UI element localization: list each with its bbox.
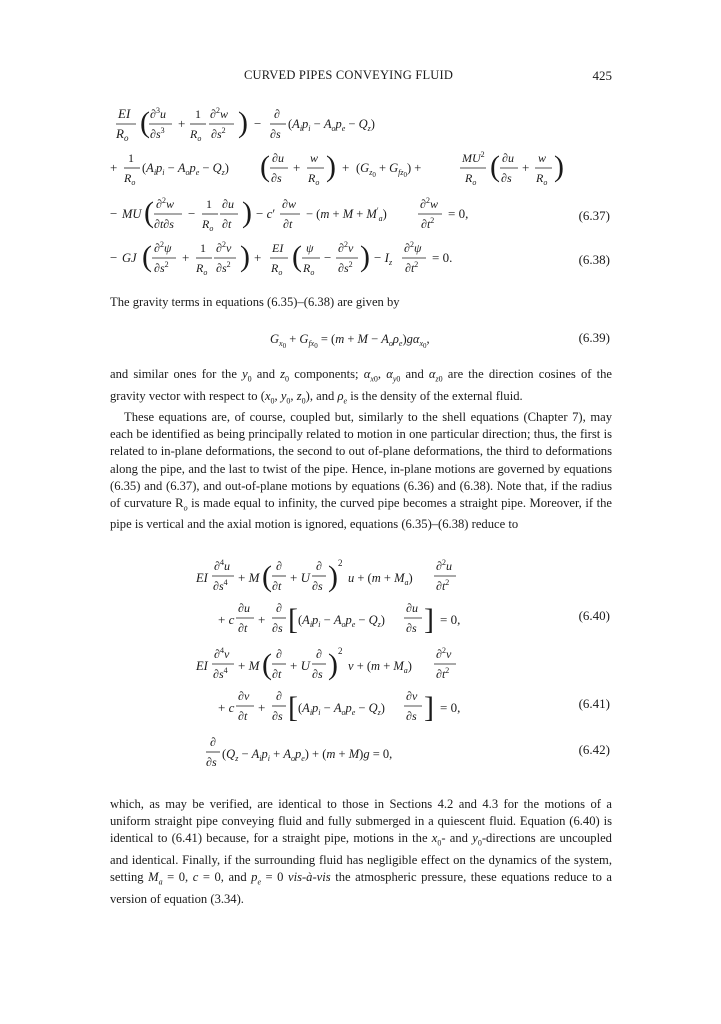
svg-text:(Aipi − Aope − Qz): $(A_ip_i - A_op_e - Q_z)$ [298, 613, 385, 629]
svg-text:∂t: ∂t [272, 579, 282, 593]
svg-text:∂t: ∂t [283, 217, 293, 231]
svg-text:∂s: ∂s [272, 709, 283, 723]
para3-segment: - and [441, 831, 473, 846]
svg-text:∂t2: $\partial t^2$ [421, 216, 435, 231]
svg-text:+ U: + U [290, 658, 310, 673]
svg-text:+: + [342, 160, 350, 175]
svg-text:(Gz0 + Gfz0) +: $(G_z0 + G_{fz}0)$ + [356, 161, 422, 179]
svg-text:ψ: ψ [306, 241, 314, 255]
page-number: 425 [592, 68, 612, 83]
svg-text:∂u: ∂u [238, 601, 250, 615]
para1-segment: , and [309, 388, 338, 403]
svg-text:MU: MU [122, 207, 142, 221]
svg-text:+: + [254, 250, 262, 265]
para1-segment: components; [289, 367, 364, 381]
svg-text:∂2u: ∂$^2$u [436, 558, 452, 573]
svg-text:∂s4: $\partial s^4$ [213, 666, 228, 681]
svg-text:∂t: ∂t [272, 667, 282, 681]
svg-text:−: − [110, 250, 118, 265]
svg-text:Ro: $R_o$ [303, 261, 315, 277]
equation-642 [110, 730, 610, 770]
svg-text:−: − [110, 206, 118, 221]
body-paragraph-1: and similar ones for the $y_0$ and $z_0$ components; $\alpha_{x0}$, $\alpha_{y0}$ and $\alpha_{z0}$ are the direction cosines of the gravity vector with respect to ($x_0$, $y_0$, $z_0$), and $\rho_e$ is the density of the external fluid. These equations are, of course, coupled but, similarly to the shell equations (Chapter 7), may each be identified as being principally related to motion in one particular direction; thus, the first is related to in-plane deformations, the second to out of-plane deformations, the third to deformations along the pipe, and the last to twist of the pipe. Hence, in-plane motions are governed by equations (6.35) and (6.37), and out-of-plane motions by equations (6.36) and (6.38). Note that, if the radius of curvature $R_o$ is made equal to infinity, the curved pipe becomes a straight pipe. Moreover, if the pipe is vertical and the axial motion is ignored, equations (6.35)–(6.38) reduce to [110, 367, 613, 532]
svg-text:∂s2: $\partial s^2$ [154, 260, 169, 275]
svg-text:(: ( [262, 648, 272, 681]
svg-text:(Aipi − Aope − Qz): $(A_ip_i - A_op_e - Q_z)$ [298, 701, 385, 717]
svg-text:): ) [238, 106, 248, 139]
svg-text:∂u: ∂u [272, 151, 284, 165]
svg-text:∂s: ∂s [271, 171, 282, 185]
svg-text:∂t2: $\partial t^2$ [436, 578, 450, 593]
svg-text:Ro: $R_o$ [271, 261, 283, 277]
svg-text:(: ( [262, 560, 272, 593]
svg-text:Ro: $R_o$ [536, 171, 548, 187]
svg-text:v + (m + Ma): $v + (m + M_a)$ [348, 659, 412, 675]
svg-text:∂s: ∂s [406, 709, 417, 723]
svg-text:+: + [258, 700, 266, 715]
svg-text:2: 2 [338, 558, 343, 568]
svg-text:∂v: ∂v [406, 689, 418, 703]
equation-639 [110, 326, 610, 352]
svg-text:∂s2: $\partial s^2$ [211, 126, 226, 141]
svg-text:(: ( [140, 106, 150, 139]
svg-text:+: + [293, 160, 301, 175]
svg-text:∂t: ∂t [222, 217, 232, 231]
svg-text:w: w [310, 151, 319, 165]
svg-text:∂4v: ∂$^4$v [214, 646, 230, 661]
svg-text:∂: ∂ [316, 647, 322, 661]
svg-text:+ U: + U [290, 570, 310, 585]
svg-text:1: 1 [206, 197, 212, 211]
svg-text:]: ] [424, 603, 434, 636]
para3-segment: , and [220, 869, 252, 884]
svg-text:+: + [258, 612, 266, 627]
running-title: CURVED PIPES CONVEYING FLUID [244, 68, 454, 82]
svg-text:Ro: $R_o$ [202, 217, 214, 233]
svg-text:): ) [328, 560, 338, 593]
para2-segment: These equations are, of course, coupled but, similarly to the shell equations (Chapter 7), may each be identified as being principally related to motion in one particular direction; thus, the first is related to in-plane deformations, the second to out of-plane deformations, the third to deformations along the pipe, and the last to twist of the pipe. Hence, in-plane motions are governed by equations (6.35) and (6.37), and out-of-plane motions by equations (6.36) and (6.38). Note that, if the radius of curvature R [110, 410, 612, 510]
svg-text:): ) [328, 648, 338, 681]
svg-text:+: + [178, 116, 186, 131]
svg-text:Ro: $R_o$ [196, 261, 208, 277]
svg-text:MU2: $MU^2$ [462, 150, 485, 165]
para3-segment: -directions are uncoupled and identical. Finally, if the surrounding fluid has negligible effect on the dynamics of the system, setting [110, 831, 612, 884]
equation-636-line1 [110, 100, 610, 144]
svg-text:+ M: + M [238, 658, 260, 673]
svg-text:+ M: + M [238, 570, 260, 585]
svg-text:(Qz − Aipi + Aope) + (m + M)g: $(Q_z - A_ip_i + A_op_e) + (m + M)g = 0$, [222, 747, 393, 763]
gravity-intro-text: The gravity terms in equations (6.35)–(6.38) are given by [110, 295, 400, 309]
svg-text:−: − [254, 116, 262, 131]
svg-text:∂t: ∂t [238, 621, 248, 635]
para2-segment: is made equal to infinity, the curved pipe becomes a straight pipe. Moreover, if the pipe is vertical and the axial motion is ignored, equations (6.35)–(6.38) reduce to [110, 495, 613, 532]
svg-text:(: ( [142, 240, 152, 273]
equation-637 [110, 190, 610, 234]
para1-segment: are the direction cosines of the gravity vector with respect to [110, 367, 613, 403]
svg-text:1: 1 [200, 241, 206, 255]
svg-text:[: [ [288, 691, 298, 724]
svg-text:∂s4: $\partial s^4$ [213, 578, 228, 593]
svg-text:− c′: − c′ [256, 206, 276, 221]
equation-636-line2 [110, 144, 610, 188]
svg-text:(Aipi − Aope − Qz): $(A_ip_i - A_op_e - Q_z)$ [288, 117, 375, 133]
svg-text:Ro: $R_o$ [308, 171, 320, 187]
svg-text:(: ( [490, 150, 500, 183]
svg-text:u + (m + Ma): $u + (m + M_a)$ [348, 571, 413, 587]
body-paragraph-3: which, as may be verified, are identical to those in Sections 4.2 and 4.3 for the motions of a uniform straight pipe conveying fluid and fully submerged in a quiescent fluid. Equation (6.40) is identical to (6.41) because, for a straight pipe, motions in the $x_0-$ and $y_0$-directions are uncoupled and identical. Finally, if the surrounding fluid has negligible effect on the dynamics of the system, setting $M_a = 0$, c = 0, and $p_e = 0$ vis-à-vis the atmospheric pressure, these equations reduce to a version of equation (3.34). [110, 797, 612, 906]
svg-text:∂s3: $\partial s^3$ [150, 126, 165, 141]
para1-segment: is the density of the external fluid. [347, 388, 523, 403]
svg-text:w: w [538, 151, 547, 165]
svg-text:∂2v: ∂$^2$v [436, 646, 452, 661]
svg-text:∂: ∂ [316, 559, 322, 573]
para3-segment: which, as may be verified, are identical to those in Sections 4.2 and 4.3 for the motions of a uniform straight pipe conveying fluid and fully submerged in a quiescent fluid. Equation (6.40) is identical to (6.41) because, for a straight pipe, motions in the [110, 797, 612, 846]
svg-text:− (m + M + M′a): − $(m + M + M'_a)$ [306, 206, 387, 223]
svg-text:∂v: ∂v [238, 689, 250, 703]
svg-text:): ) [554, 150, 564, 183]
svg-text:∂2w: ∂$^2$w [210, 106, 228, 121]
svg-text:∂t: ∂t [238, 709, 248, 723]
svg-text:1: 1 [195, 107, 201, 121]
svg-text:2: 2 [338, 646, 343, 656]
svg-text:EI: EI [118, 106, 131, 121]
svg-text:∂: ∂ [276, 601, 282, 615]
svg-text:∂4u: ∂$^4$u [214, 558, 230, 573]
svg-text:(: ( [260, 150, 270, 183]
running-header [112, 68, 612, 88]
svg-text:Ro: $R_o$ [190, 127, 202, 143]
equation-number: (6.39) [578, 330, 610, 345]
svg-text:∂u: ∂u [502, 151, 514, 165]
svg-text:Ro: $R_o$ [465, 171, 477, 187]
equation-number: (6.37) [578, 208, 610, 223]
svg-text:∂2w: ∂$^2$w [420, 196, 438, 211]
equation-641-line2 [110, 684, 610, 724]
svg-text:∂: ∂ [276, 689, 282, 703]
gravity-intro-paragraph [110, 294, 612, 311]
svg-text:∂: ∂ [274, 107, 280, 121]
equation-number: (6.38) [578, 252, 610, 267]
svg-text:(Aipi − Aope − Qz): $(A_ip_i - A_op_e - Q_z)$ [142, 161, 229, 177]
para3-segment: the atmospheric pressure, these equations reduce to a version of equation (3.34). [110, 869, 612, 906]
svg-text:[: [ [288, 603, 298, 636]
svg-text:∂s: ∂s [206, 755, 217, 769]
svg-text:): ) [240, 240, 250, 273]
svg-text:∂t∂s: ∂t∂s [154, 217, 174, 231]
equation-number: (6.40) [578, 608, 610, 623]
svg-text:(: ( [144, 196, 154, 229]
svg-text:= 0,: = 0, [448, 206, 469, 221]
svg-text:∂s: ∂s [272, 621, 283, 635]
svg-text:∂u: ∂u [222, 197, 234, 211]
svg-text:+: + [110, 160, 118, 175]
svg-text:+: + [182, 250, 190, 265]
svg-text:Ro: $R_o$ [116, 126, 129, 143]
equation-638 [110, 234, 610, 278]
svg-text:= 0,: = 0, [440, 700, 461, 715]
svg-text:+ c: + c [218, 700, 235, 715]
svg-text:Gx0 + Gfx0 = (m + M − Aoρe)gαx: $G_x0 + G_{fx}0 = (m + M - A_o\rho_e)g\alpha_x0$, [270, 332, 430, 350]
svg-text:∂: ∂ [276, 647, 282, 661]
equation-number: (6.41) [578, 696, 610, 711]
equation-number: (6.42) [578, 742, 610, 757]
vis-a-vis-text: vis-à-vis [288, 869, 331, 884]
svg-text:∂t2: $\partial t^2$ [405, 260, 419, 275]
svg-text:∂2v: ∂$^2$v [216, 240, 232, 255]
svg-text:]: ] [424, 691, 434, 724]
svg-text:−: − [188, 206, 196, 221]
svg-text:= 0.: = 0. [432, 250, 453, 265]
svg-text:EI: EI [196, 571, 208, 585]
svg-text:∂2v: ∂$^2$v [338, 240, 354, 255]
svg-text:GJ: GJ [122, 251, 137, 265]
svg-text:= 0,: = 0, [440, 612, 461, 627]
svg-text:∂s2: $\partial s^2$ [216, 260, 231, 275]
svg-text:): ) [242, 196, 252, 229]
svg-text:∂s: ∂s [312, 579, 323, 593]
svg-text:∂2w: ∂$^2$w [156, 196, 174, 211]
svg-text:(: ( [292, 240, 302, 273]
svg-text:+ c: + c [218, 612, 235, 627]
svg-text:∂w: ∂w [282, 197, 296, 211]
svg-text:∂: ∂ [210, 735, 216, 749]
svg-text:∂3u: ∂$^3$u [150, 106, 166, 121]
svg-text:Ro: $R_o$ [124, 171, 136, 187]
svg-text:∂: ∂ [276, 559, 282, 573]
svg-text:∂s: ∂s [406, 621, 417, 635]
svg-text:∂s: ∂s [312, 667, 323, 681]
svg-text:): ) [360, 240, 370, 273]
svg-text:∂s: ∂s [501, 171, 512, 185]
svg-text:∂s: ∂s [270, 127, 281, 141]
svg-text:+: + [522, 160, 530, 175]
svg-text:∂2ψ: ∂$^2$ψ [404, 240, 422, 255]
svg-text:EI: EI [196, 659, 208, 673]
svg-text:1: 1 [128, 151, 134, 165]
svg-text:∂u: ∂u [406, 601, 418, 615]
svg-text:−: − [324, 250, 332, 265]
svg-text:∂t2: $\partial t^2$ [436, 666, 450, 681]
equation-641-line1 [110, 642, 610, 682]
svg-text:− Iz: − $I_z$ [374, 250, 393, 267]
equation-640-line2 [110, 596, 610, 636]
svg-text:∂2ψ: ∂$^2$ψ [154, 240, 172, 255]
svg-text:∂s2: $\partial s^2$ [338, 260, 353, 275]
svg-text:): ) [326, 150, 336, 183]
equation-640-line1 [110, 554, 610, 594]
para1-segment: and similar ones for the [110, 367, 243, 381]
svg-text:EI: EI [272, 241, 284, 255]
